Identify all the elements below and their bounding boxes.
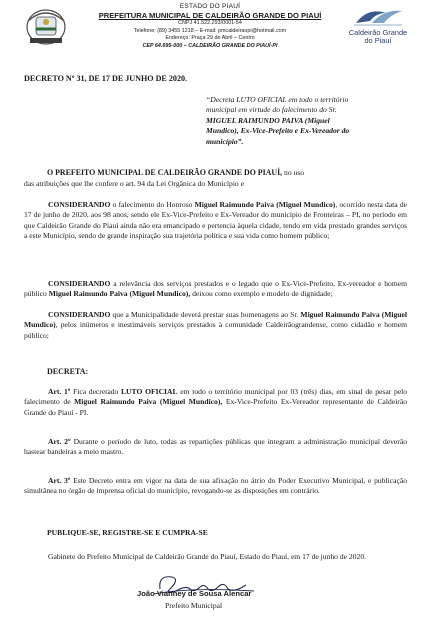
considerando-1 <box>24 200 407 242</box>
article-label: Art. 1º <box>48 387 71 396</box>
municipality-logo <box>346 3 410 51</box>
letterhead <box>0 0 425 62</box>
considerando-text: o falecimento do Honroso <box>110 200 195 209</box>
honoree-name: Miguel Raimundo Paiva (Miguel Mundico) <box>194 200 336 209</box>
article-3 <box>24 476 407 497</box>
postal-code: CEP 64.695-000 – CALDEIRÃO GRANDE DO PIAUÍ-PI <box>142 42 278 49</box>
article-label: Art. 2º <box>48 437 71 446</box>
closing-formula: PUBLIQUE-SE, REGISTRE-SE E CUMPRA-SE <box>47 528 208 537</box>
decreta-heading: DECRETA: <box>47 367 89 376</box>
summary-line-5: município”. <box>206 136 244 146</box>
city-hall-name: PREFEITURA MUNICIPAL DE CALDEIRÃO GRANDE DO PIAUÍ <box>98 11 322 20</box>
considerando-text: , pelos inúmeros e inestimáveis serviços prestados à comunidade Caldeirãograndense, como cidadão e homem público; <box>24 320 407 340</box>
brand-line-2: do Piauí <box>364 36 392 45</box>
article-text: Fica decretado <box>70 387 121 396</box>
considerando-3 <box>24 310 407 341</box>
honoree-name: Miguel Raimundo Paiva (Miguel Mundico) <box>24 310 407 330</box>
considerando-text: deixou como exemplo e modelo de dignidade; <box>190 289 333 299</box>
decree-title: DECRETO Nº 31, DE 17 DE JUNHO DE 2020. <box>24 74 188 83</box>
honoree-name: Miguel Raimundo Paiva (Miguel Mundico), <box>74 397 223 407</box>
article-text: em todo o território municipal por 03 (três) dias, em sinal de pesar pelo falecimento de <box>24 387 408 407</box>
wave-logo-icon <box>346 3 410 29</box>
authority-statement <box>47 168 407 178</box>
article-label: Art. 3º <box>48 476 71 485</box>
signer-name: João Vianney de Sousa Alencar <box>137 589 252 598</box>
decree-summary <box>206 95 404 147</box>
luto-oficial: LUTO OFICIAL <box>120 387 178 396</box>
article-1 <box>24 387 407 418</box>
coat-of-arms-icon <box>22 3 70 47</box>
cnpj: CNPJ 41.522.293/0001-54 <box>178 20 242 26</box>
considerando-lead: CONSIDERANDO <box>48 310 111 319</box>
summary-line-1: “Decreta LUTO OFICIAL em todo o território <box>206 95 349 104</box>
authority-tail: no uso <box>282 168 305 177</box>
brand-line-1: Caldeirão Grande <box>348 28 408 37</box>
considerando-lead: CONSIDERANDO <box>48 279 111 288</box>
place-and-date: Gabinete do Prefeito Municipal de Caldeirão Grande do Piauí, Estado do Piauí, em 17 de junho de 2020. <box>48 552 367 561</box>
considerando-text: a relevância dos serviços prestados e o legado que o Ex-Vice-Prefeito, Ex-vereador e homem público <box>24 279 407 299</box>
article-2 <box>24 437 407 458</box>
considerando-text: que a Municipalidade deverá prestar suas homenagens ao Sr. <box>110 310 301 319</box>
article-text: Ex-Vice-Prefeito Ex-Vereador representante de Caldeirão Grande do Piauí - PI. <box>24 397 408 417</box>
signer-role: Prefeito Municipal <box>165 601 223 610</box>
article-text: Durante o período de luto, todas as repartições públicas que integram a administração municipal deverão hastear bandeiras a meio mastro. <box>24 437 408 457</box>
summary-line-4: Mundico), Ex-Vice-Prefeito e Ex-Vereador do <box>206 126 350 136</box>
authority-line-2: das atribuições que lhe confere o art. 94 da Lei Orgânica do Município e <box>24 179 244 188</box>
considerando-2 <box>24 279 407 300</box>
considerando-lead: CONSIDERANDO <box>48 200 111 209</box>
summary-line-3: MIGUEL RAIMUNDO PAIVA (Miguel <box>206 115 330 125</box>
authority-name: O PREFEITO MUNICIPAL DE CALDEIRÃO GRANDE DO PIAUÍ, <box>47 168 283 177</box>
address: Endereço: Praça 29 de Abril – Centro <box>165 35 255 42</box>
considerando-text: , ocorrido nesta data de 17 de junho de 2020, aos 98 anos, sendo ele Ex-Vice-Prefeito e Ex-Vereador do município de Fronteiras – PI, no período em que Caldeirão Grande do Piauí ainda não era emancipado e pertencia àquela cidade, tendo em vida prestado grandes serviços a este Município, sendo de grande inspiração sua trajetória política e sua vida como homem público; <box>24 200 407 241</box>
letterhead-text <box>70 2 350 50</box>
summary-line-2: municipal em virtude do falecimento do Sr. <box>206 105 337 115</box>
honoree-name: Miguel Raimundo Paiva (Miguel Mundico), <box>48 289 191 299</box>
contact-info: Telefone: (89) 3455 1218 – E-mail: pmcaldeiraopi@hotmail.com <box>133 27 287 34</box>
article-text: Este Decreto entra em vigor na data de sua afixação no átrio do Poder Executivo Municipal, e publicação simultânea no órgão de imprensa oficial do município, revogando-se as disposições em contrário. <box>24 476 407 496</box>
state-name: ESTADO DO PIAUÍ <box>179 3 241 10</box>
